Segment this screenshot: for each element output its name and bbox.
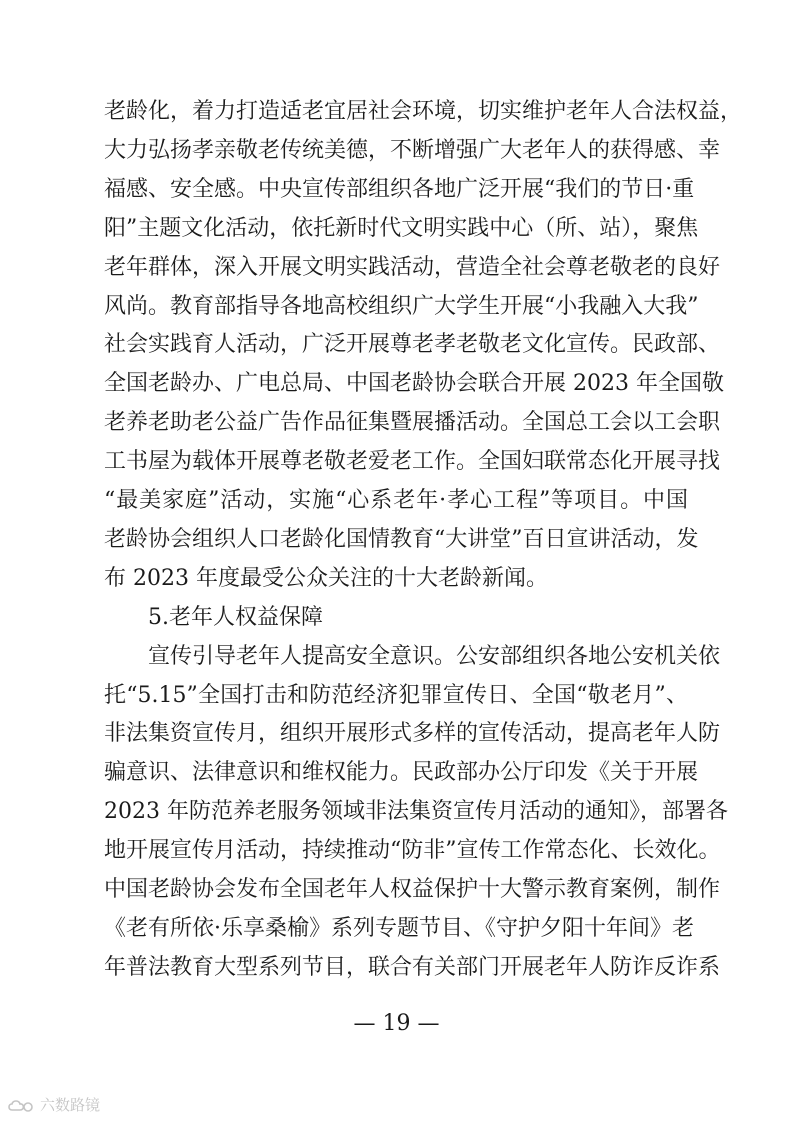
watermark-text: 六数路镜: [40, 1096, 101, 1114]
paragraph-line: 中国老龄协会发布全国老年人权益保护十大警示教育案例，制作: [104, 877, 721, 902]
paragraph-line: 年普法教育大型系列节目，联合有关部门开展老年人防诈反诈系: [104, 955, 721, 980]
paragraph-line: 地开展宣传月活动，持续推动“防非”宣传工作常态化、长效化。: [104, 838, 721, 863]
paragraph-line: 全国老龄办、广电总局、中国老龄协会联合开展 2023 年全国敬: [104, 371, 724, 396]
section-heading: 5.老年人权益保障: [148, 605, 323, 630]
paragraph-line: 大力弘扬孝亲敬老传统美德，不断增强广大老年人的获得感、幸: [104, 138, 721, 163]
paragraph-line: 福感、安全感。中央宣传部组织各地广泛开展“我们的节日·重: [104, 177, 695, 202]
paragraph-line: 社会实践育人活动，广泛开展尊老孝老敬老文化宣传。民政部、: [104, 332, 721, 357]
paragraph-line: 布 2023 年度最受公众关注的十大老龄新闻。: [104, 566, 548, 591]
paragraph-line: 老年群体，深入开展文明实践活动，营造全社会尊老敬老的良好: [104, 255, 721, 280]
paragraph-line: 风尚。教育部指导各地高校组织广大学生开展“小我融入大我”: [104, 294, 699, 319]
paragraph-line: 非法集资宣传月，组织开展形式多样的宣传活动，提高老年人防: [104, 721, 721, 746]
paragraph-line: 工书屋为载体开展尊老敬老爱老工作。全国妇联常态化开展寻找: [104, 449, 721, 474]
paragraph-line: 托“5.15”全国打击和防范经济犯罪宣传日、全国“敬老月”、: [104, 683, 688, 708]
cloud-logo-icon: [6, 1096, 36, 1114]
paragraph-line: 骗意识、法律意识和维权能力。民政部办公厅印发《关于开展: [104, 760, 699, 785]
page-number: — 19 —: [353, 1011, 440, 1036]
paragraph-line: 阳”主题文化活动，依托新时代文明实践中心（所、站），聚焦: [104, 216, 699, 241]
paragraph-line: 宣传引导老年人提高安全意识。公安部组织各地公安机关依: [148, 644, 721, 669]
paragraph-line: 《老有所依·乐享桑榆》系列专题节目、《守护夕阳十年间》老: [104, 916, 694, 941]
paragraph-line: “最美家庭”活动，实施“心系老年·孝心工程”等项目。中国: [104, 488, 688, 513]
paragraph-line: 老龄协会组织人口老龄化国情教育“大讲堂”百日宣讲活动，发: [104, 527, 699, 552]
paragraph-line: 2023 年防范养老服务领域非法集资宣传月活动的通知》，部署各: [104, 799, 728, 824]
paragraph-line: 老养老助老公益广告作品征集暨展播活动。全国总工会以工会职: [104, 410, 721, 435]
watermark: [6, 1093, 100, 1117]
paragraph-line: 老龄化，着力打造适老宜居社会环境，切实维护老年人合法权益，: [104, 99, 743, 124]
